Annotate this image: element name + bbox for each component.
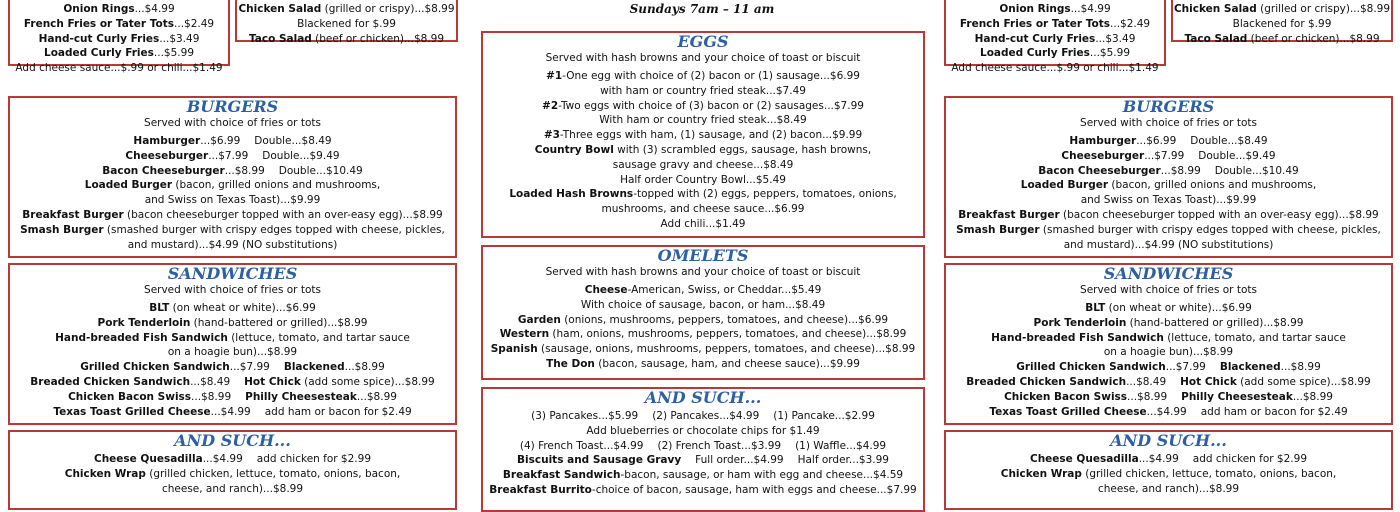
- menu-line: [10, 375, 455, 390]
- menu-line: [946, 17, 1164, 32]
- menu-line: [946, 61, 1164, 76]
- item-detail: on a hoagie bun)...$8.99: [167, 346, 298, 359]
- sandwiches-items: [946, 301, 1391, 419]
- item-detail: -choice of bacon, sausage, ham with eggs and cheese...$7.99: [591, 483, 917, 496]
- item-name: Bacon Cheeseburger: [102, 164, 225, 177]
- item-name: Bacon Cheeseburger: [1038, 164, 1161, 177]
- menu-line: [946, 482, 1391, 497]
- menu-line: [10, 301, 455, 316]
- menu-line: [10, 360, 455, 375]
- item-name: Hand-cut Curly Fries: [974, 32, 1096, 45]
- eggs-items: [483, 69, 923, 232]
- menu-line: [946, 316, 1391, 331]
- menu-line: [10, 17, 228, 32]
- item-name: Onion Rings: [999, 3, 1071, 15]
- item-name: French Fries or Tater Tots: [959, 17, 1111, 30]
- item-detail: ...$7.99: [1165, 361, 1206, 374]
- item-detail: Add chili...$1.49: [660, 217, 746, 230]
- item-detail: ...$8.99: [1292, 390, 1333, 403]
- item-name: Breakfast Burger: [958, 208, 1060, 221]
- menu-line: [483, 283, 923, 298]
- menu-line: [10, 164, 455, 179]
- item-detail: (bacon cheeseburger topped with an over-easy egg)...$8.99: [1059, 208, 1379, 221]
- item-detail: ...$8.99: [191, 390, 232, 403]
- item-detail: Double...$9.49: [262, 149, 340, 162]
- menu-line: [483, 202, 923, 217]
- item-name: Taco Salad: [1184, 32, 1248, 45]
- menu-line: [946, 178, 1391, 193]
- item-name: Texas Toast Grilled Cheese: [989, 405, 1147, 418]
- item-detail: (lettuce, tomato, and tartar sauce: [1163, 331, 1346, 344]
- item-name: Chicken Wrap: [64, 467, 146, 480]
- sandwiches-title: SANDWICHES: [1103, 264, 1234, 283]
- item-detail: Add cheese sauce...$.99 or chili...$1.49: [951, 62, 1159, 75]
- burgers-title: BURGERS: [1122, 97, 1215, 116]
- menu-line: [10, 331, 455, 346]
- item-detail: (on wheat or white)...$6.99: [1105, 302, 1252, 314]
- item-name: Spanish: [490, 343, 538, 356]
- omelets-items: [483, 283, 923, 372]
- item-detail: (sausage, onions, mushrooms, peppers, tomatoes, and cheese)...$8.99: [537, 343, 916, 356]
- item-detail: (hand-battered or grilled)...$8.99: [190, 316, 368, 329]
- item-detail: Double...$8.49: [1190, 135, 1268, 147]
- item-detail: (bacon cheeseburger topped with an over-easy egg)...$8.99: [123, 208, 443, 221]
- sandwiches-subtitle: Served with choice of fries or tots: [1080, 284, 1257, 296]
- item-detail: ...$8.99: [1160, 164, 1201, 177]
- menu-line: [483, 217, 923, 232]
- menu-line: [10, 134, 455, 149]
- menu-line: [237, 2, 456, 17]
- item-name: Pork Tenderloin: [97, 316, 191, 329]
- item-detail: mushrooms, and cheese sauce...$6.99: [601, 203, 805, 216]
- menu-line: [10, 467, 455, 482]
- item-detail: (2) Pancakes...$4.99: [652, 410, 760, 422]
- item-detail: -One egg with choice of (2) bacon or (1) sausage...$6.99: [562, 70, 860, 82]
- item-name: The Don: [546, 357, 595, 370]
- item-detail: ...$8.99: [224, 164, 265, 177]
- item-name: Chicken Wrap: [1000, 467, 1082, 480]
- item-name: Cheeseburger: [125, 149, 209, 162]
- eggs-box: [481, 31, 925, 238]
- item-name: Blackened: [283, 361, 345, 374]
- item-detail: ...$8.49: [1126, 375, 1167, 388]
- item-detail: (hand-battered or grilled)...$8.99: [1126, 316, 1304, 329]
- omelets-title: OMELETS: [657, 246, 749, 265]
- item-detail: -Three eggs with ham, (1) sausage, and (2) bacon...$9.99: [559, 129, 863, 142]
- burgers-box-left: [8, 96, 457, 258]
- burgers-subtitle: Served with choice of fries or tots: [144, 117, 321, 129]
- omelets-box: [481, 245, 925, 380]
- item-detail: -American, Swiss, or Cheddar...$5.49: [627, 284, 822, 296]
- item-detail: and mustard)...$4.99 (NO substitutions): [1063, 238, 1274, 251]
- item-detail: Double...$9.49: [1198, 149, 1276, 162]
- and-such-title: AND SUCH...: [174, 431, 291, 450]
- item-name: Chicken Salad: [238, 3, 322, 15]
- menu-line: [946, 375, 1391, 390]
- menu-line: [10, 482, 455, 497]
- menu-line: [483, 483, 923, 498]
- menu-line: [483, 424, 923, 439]
- menu-line: [946, 467, 1391, 482]
- item-name: Loaded Burger: [84, 179, 173, 192]
- item-name: Loaded Curly Fries: [980, 47, 1090, 60]
- sides-box-left: [8, 0, 230, 75]
- sides-list: [10, 2, 228, 76]
- menu-line: [10, 223, 455, 238]
- item-name: Chicken Bacon Swiss: [1004, 390, 1128, 403]
- item-detail: (lettuce, tomato, and tartar sauce: [227, 331, 410, 344]
- menu-line: [10, 345, 455, 360]
- item-detail: ...$4.99: [134, 3, 175, 15]
- item-name: Breakfast Sandwich: [502, 469, 621, 482]
- menu-line: [10, 2, 228, 17]
- salads-list: [1173, 2, 1391, 46]
- sandwiches-box-left: [8, 263, 457, 425]
- item-detail: Half order Country Bowl...$5.49: [620, 173, 786, 186]
- menu-line: [946, 134, 1391, 149]
- item-detail: sausage gravy and cheese...$8.49: [612, 158, 794, 171]
- omelets-subtitle: Served with hash browns and your choice of toast or biscuit: [545, 266, 861, 278]
- item-detail: and Swiss on Texas Toast)...$9.99: [1080, 194, 1257, 207]
- item-detail: ...$4.99: [1146, 405, 1187, 418]
- item-detail: (on wheat or white)...$6.99: [169, 302, 316, 314]
- item-detail: (add some spice)...$8.99: [300, 375, 435, 388]
- and-such-mid-title: AND SUCH...: [644, 388, 762, 407]
- item-name: Chicken Bacon Swiss: [68, 390, 192, 403]
- item-name: Loaded Hash Browns: [509, 188, 634, 201]
- item-detail: Double...$10.49: [1214, 164, 1299, 177]
- eggs-title: EGGS: [677, 32, 729, 51]
- item-detail: add ham or bacon for $2.49: [264, 405, 412, 418]
- item-detail: ...$8.49: [190, 375, 231, 388]
- item-detail: (bacon, grilled onions and mushrooms,: [172, 179, 381, 192]
- item-detail: add ham or bacon for $2.49: [1200, 405, 1348, 418]
- item-detail: ...$8.99: [1280, 361, 1321, 374]
- sandwiches-items: [10, 301, 455, 419]
- item-name: Smash Burger: [20, 223, 104, 236]
- menu-line: [483, 468, 923, 483]
- item-detail: ...$7.99: [1144, 149, 1185, 162]
- salads-box-left: [235, 0, 458, 45]
- item-detail: Double...$8.49: [254, 135, 332, 147]
- burgers-subtitle: Served with choice of fries or tots: [1080, 117, 1257, 129]
- item-detail: ...$2.49: [174, 17, 215, 30]
- item-detail: add chicken for $2.99: [1192, 453, 1307, 465]
- menu-line: [10, 405, 455, 420]
- menu-line: [10, 178, 455, 193]
- item-detail: With ham or country fried steak...$8.49: [599, 114, 807, 127]
- item-detail: ...$7.99: [229, 361, 270, 374]
- menu-line: [946, 301, 1391, 316]
- item-name: #2: [542, 99, 559, 112]
- item-name: Garden: [517, 313, 561, 326]
- item-name: Breakfast Burger: [22, 208, 124, 221]
- item-name: Cheese: [584, 284, 628, 296]
- item-detail: and mustard)...$4.99 (NO substitutions): [127, 238, 338, 251]
- item-detail: ...$2.49: [1110, 17, 1151, 30]
- menu-line: [483, 357, 923, 372]
- item-name: Biscuits and Sausage Gravy: [517, 454, 682, 467]
- item-detail: (grilled or crispy)...$8.99: [1256, 3, 1391, 15]
- menu-line: [946, 390, 1391, 405]
- menu-line: [946, 223, 1391, 238]
- menu-line: [483, 69, 923, 84]
- item-detail: -Two eggs with choice of (3) bacon or (2) sausages...$7.99: [558, 99, 864, 112]
- item-detail: (4) French Toast...$4.99: [519, 439, 644, 452]
- menu-line: [946, 360, 1391, 375]
- item-detail: (beef or chicken)...$8.99: [1247, 32, 1380, 45]
- item-name: Breaded Chicken Sandwich: [966, 375, 1127, 388]
- item-detail: cheese, and ranch)...$8.99: [161, 482, 304, 495]
- item-name: Blackened: [1219, 361, 1281, 374]
- item-name: #1: [546, 70, 563, 82]
- item-detail: with (3) scrambled eggs, sausage, hash browns,: [613, 143, 872, 156]
- item-name: Smash Burger: [956, 223, 1040, 236]
- item-name: Cheeseburger: [1061, 149, 1145, 162]
- sides-list: [946, 2, 1164, 76]
- item-name: Philly Cheesesteak: [1181, 390, 1293, 403]
- and-such-box-mid: [481, 387, 925, 512]
- menu-line: [237, 17, 456, 32]
- salads-list: [237, 2, 456, 46]
- menu-line: [946, 164, 1391, 179]
- item-name: Loaded Curly Fries: [44, 47, 154, 60]
- menu-line: [10, 208, 455, 223]
- item-detail: Full order...$4.99: [695, 454, 784, 467]
- menu-line: [10, 316, 455, 331]
- menu-line: [946, 193, 1391, 208]
- menu-line: [946, 405, 1391, 420]
- menu-line: [946, 46, 1164, 61]
- item-detail: ...$8.99: [356, 390, 397, 403]
- item-detail: ...$8.99: [344, 361, 385, 374]
- item-detail: ...$4.99: [1138, 453, 1179, 465]
- item-name: French Fries or Tater Tots: [23, 17, 175, 30]
- item-detail: (3) Pancakes...$5.99: [531, 410, 639, 422]
- item-name: Pork Tenderloin: [1033, 316, 1127, 329]
- item-detail: ...$6.99: [1136, 135, 1177, 147]
- menu-line: [10, 193, 455, 208]
- item-detail: Blackened for $.99: [1232, 17, 1332, 30]
- item-name: Hand-cut Curly Fries: [38, 32, 160, 45]
- item-detail: ...$5.99: [1089, 47, 1130, 60]
- item-detail: (ham, onions, mushrooms, peppers, tomatoes, and cheese)...$8.99: [549, 328, 907, 341]
- menu-line: [946, 208, 1391, 223]
- item-detail: -bacon, sausage, or ham with egg and cheese...$4.59: [620, 469, 904, 482]
- item-name: Cheese Quesadilla: [93, 453, 203, 465]
- item-detail: cheese, and ranch)...$8.99: [1097, 482, 1240, 495]
- menu-line: [483, 298, 923, 313]
- item-name: Loaded Burger: [1020, 179, 1109, 192]
- item-detail: (bacon, sausage, ham, and cheese sauce)...$9.99: [594, 357, 860, 370]
- menu-line: [237, 32, 456, 47]
- item-detail: ...$6.99: [200, 135, 241, 147]
- menu-line: [483, 128, 923, 143]
- item-name: Grilled Chicken Sandwich: [1016, 361, 1166, 374]
- menu-line: [483, 99, 923, 114]
- item-name: Taco Salad: [248, 32, 312, 45]
- menu-line: [483, 158, 923, 173]
- item-detail: (bacon, grilled onions and mushrooms,: [1108, 179, 1317, 192]
- menu-line: [10, 238, 455, 253]
- item-detail: ...$3.49: [1095, 32, 1136, 45]
- and-such-box-right: [944, 430, 1393, 510]
- item-detail: (grilled chicken, lettuce, tomato, onions, bacon,: [1081, 467, 1337, 480]
- item-name: Hot Chick: [244, 375, 301, 388]
- menu-line: [483, 409, 923, 424]
- item-detail: (smashed burger with crispy edges topped with cheese, pickles,: [103, 223, 445, 236]
- item-detail: With choice of sausage, bacon, or ham...$8.49: [580, 298, 826, 311]
- item-name: Breakfast Burrito: [489, 483, 592, 496]
- item-name: BLT: [149, 302, 170, 314]
- item-detail: ...$3.49: [159, 32, 200, 45]
- item-detail: Add cheese sauce...$.99 or chili...$1.49: [15, 62, 223, 75]
- item-detail: (1) Pancake...$2.99: [773, 410, 875, 422]
- menu-line: [483, 327, 923, 342]
- item-detail: (onions, mushrooms, peppers, tomatoes, and cheese)...$6.99: [560, 313, 889, 326]
- salads-box-right: [1171, 0, 1393, 45]
- menu-line: [1173, 32, 1391, 47]
- item-name: Onion Rings: [63, 3, 135, 15]
- menu-line: [483, 313, 923, 328]
- menu-line: [483, 84, 923, 99]
- sides-box-right: [944, 0, 1166, 75]
- item-detail: (grilled or crispy)...$8.99: [321, 3, 455, 15]
- item-name: Hamburger: [1069, 135, 1137, 147]
- item-name: Breaded Chicken Sandwich: [30, 375, 191, 388]
- item-detail: ...$8.99: [1127, 390, 1168, 403]
- burgers-items: [946, 134, 1391, 252]
- item-detail: Double...$10.49: [278, 164, 363, 177]
- menu-line: [10, 149, 455, 164]
- menu-line: [1173, 17, 1391, 32]
- menu-line: [946, 238, 1391, 253]
- item-name: Cheese Quesadilla: [1029, 453, 1139, 465]
- and-such-items: [10, 452, 455, 496]
- and-such-items: [946, 452, 1391, 496]
- menu-line: [10, 32, 228, 47]
- item-detail: on a hoagie bun)...$8.99: [1103, 346, 1234, 359]
- item-name: Western: [499, 328, 550, 341]
- menu-line: [10, 452, 455, 467]
- item-detail: Half order...$3.99: [797, 454, 889, 467]
- item-name: Hand-breaded Fish Sandwich: [55, 331, 228, 344]
- menu-line: [483, 453, 923, 468]
- item-name: Texas Toast Grilled Cheese: [53, 405, 211, 418]
- menu-line: [946, 345, 1391, 360]
- menu-line: [946, 331, 1391, 346]
- item-detail: (beef or chicken)...$8.99: [311, 32, 445, 45]
- burgers-box-right: [944, 96, 1393, 258]
- menu-line: [1173, 2, 1391, 17]
- item-name: Hand-breaded Fish Sandwich: [991, 331, 1164, 344]
- item-name: Grilled Chicken Sandwich: [80, 361, 230, 374]
- item-detail: -topped with (2) eggs, peppers, tomatoes, onions,: [633, 188, 897, 201]
- burgers-items: [10, 134, 455, 252]
- eggs-subtitle: Served with hash browns and your choice of toast or biscuit: [545, 52, 861, 64]
- item-detail: (smashed burger with crispy edges topped with cheese, pickles,: [1039, 223, 1381, 236]
- sunday-hours: Sundays 7am – 11 am: [629, 2, 775, 16]
- item-name: #3: [543, 129, 560, 142]
- menu-line: [483, 113, 923, 128]
- item-detail: with ham or country fried steak...$7.49: [600, 84, 806, 97]
- item-detail: and Swiss on Texas Toast)...$9.99: [144, 194, 321, 207]
- and-such-mid-items: [483, 409, 923, 498]
- menu-line: [483, 439, 923, 454]
- item-name: Country Bowl: [534, 143, 614, 156]
- menu-line: [946, 32, 1164, 47]
- and-such-title: AND SUCH...: [1110, 431, 1227, 450]
- menu-line: [10, 61, 228, 76]
- sandwiches-box-right: [944, 263, 1393, 425]
- item-detail: (1) Waffle...$4.99: [795, 439, 887, 452]
- item-name: BLT: [1085, 302, 1106, 314]
- menu-line: [483, 143, 923, 158]
- menu-line: [946, 149, 1391, 164]
- item-name: Philly Cheesesteak: [245, 390, 357, 403]
- item-name: Hot Chick: [1180, 375, 1237, 388]
- item-detail: ...$4.99: [1070, 3, 1111, 15]
- menu-line: [483, 342, 923, 357]
- menu-line: [946, 2, 1164, 17]
- item-detail: ...$5.99: [153, 47, 194, 60]
- menu-line: [946, 452, 1391, 467]
- item-name: Chicken Salad: [1173, 3, 1257, 15]
- sandwiches-subtitle: Served with choice of fries or tots: [144, 284, 321, 296]
- item-detail: add chicken for $2.99: [256, 453, 371, 465]
- item-detail: Add blueberries or chocolate chips for $1.49: [586, 424, 820, 437]
- menu-line: [483, 187, 923, 202]
- and-such-box-left: [8, 430, 457, 510]
- item-name: Hamburger: [133, 135, 201, 147]
- sandwiches-title: SANDWICHES: [167, 264, 298, 283]
- burgers-title: BURGERS: [186, 97, 279, 116]
- item-detail: ...$4.99: [202, 453, 243, 465]
- item-detail: ...$7.99: [208, 149, 249, 162]
- item-detail: (2) French Toast...$3.99: [657, 439, 782, 452]
- item-detail: ...$4.99: [210, 405, 251, 418]
- menu-line: [483, 173, 923, 188]
- item-detail: (grilled chicken, lettuce, tomato, onions, bacon,: [145, 467, 401, 480]
- menu-line: [10, 46, 228, 61]
- item-detail: Blackened for $.99: [297, 17, 396, 30]
- item-detail: (add some spice)...$8.99: [1236, 375, 1371, 388]
- menu-line: [10, 390, 455, 405]
